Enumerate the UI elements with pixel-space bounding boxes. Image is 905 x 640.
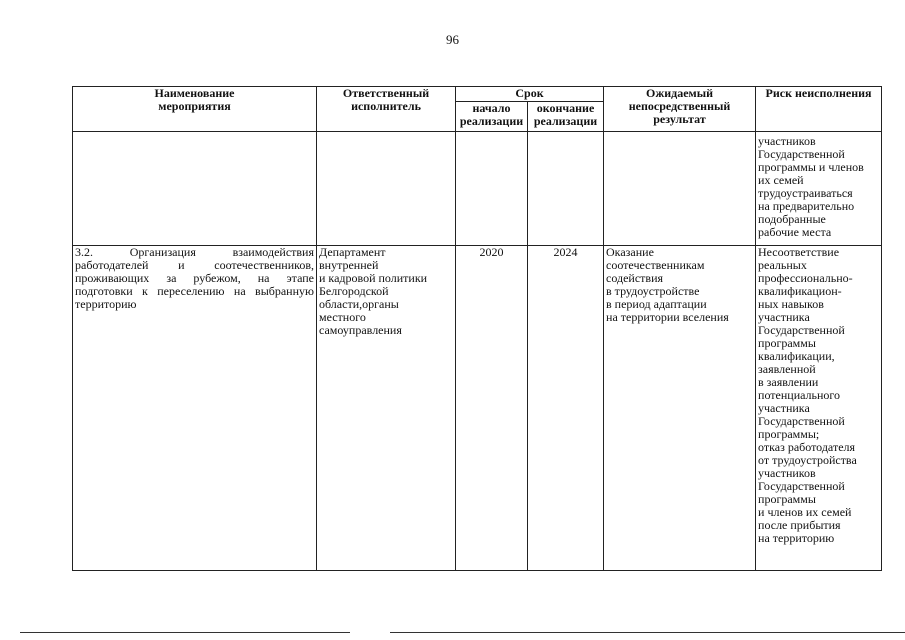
header-start: начало реализации xyxy=(456,102,528,132)
table-row xyxy=(73,246,882,571)
bottom-rule-right xyxy=(390,632,905,633)
cell-end xyxy=(528,132,604,246)
header-result: Ожидаемый непосредственный результат xyxy=(604,87,756,132)
header-end: окончание реализации xyxy=(528,102,604,132)
cell-risk: Несоответствие реальных профессионально- квалификацион- ных навыков участника Государственной программы квалификации, заявленной в заявлении потенциального участника Государственной программы; отказ работодателя от трудоустройства участников Государственной программы и членов их семей после прибытия на территорию xyxy=(756,246,882,571)
header-risk: Риск неисполнения xyxy=(756,87,882,132)
cell-result: Оказание соотечественникам содействия в трудоустройстве в период адаптации на территории вселения xyxy=(604,246,756,571)
cell-name: 3.2. Организация взаимодействия работодателей и соотечественников, проживающих за рубежом, на этапе подготовки к переселению на выбранную территорию xyxy=(73,246,317,571)
page-number: 96 xyxy=(446,32,459,47)
cell-result xyxy=(604,132,756,246)
bottom-rule-left xyxy=(20,632,350,633)
cell-start xyxy=(456,132,528,246)
header-name: Наименование мероприятия xyxy=(73,87,317,132)
measures-table xyxy=(72,86,882,571)
table-header-row xyxy=(73,87,882,102)
cell-name xyxy=(73,132,317,246)
cell-executor xyxy=(317,132,456,246)
cell-risk: участников Государственной программы и членов их семей трудоустраиваться на предварительно подобранные рабочие места xyxy=(756,132,882,246)
header-executor: Ответственный исполнитель xyxy=(317,87,456,132)
cell-start: 2020 xyxy=(456,246,528,571)
table-row xyxy=(73,132,882,246)
cell-executor: Департамент внутренней и кадровой политики Белгородской области,органы местного самоуправления xyxy=(317,246,456,571)
cell-end: 2024 xyxy=(528,246,604,571)
header-term: Срок xyxy=(456,87,604,102)
